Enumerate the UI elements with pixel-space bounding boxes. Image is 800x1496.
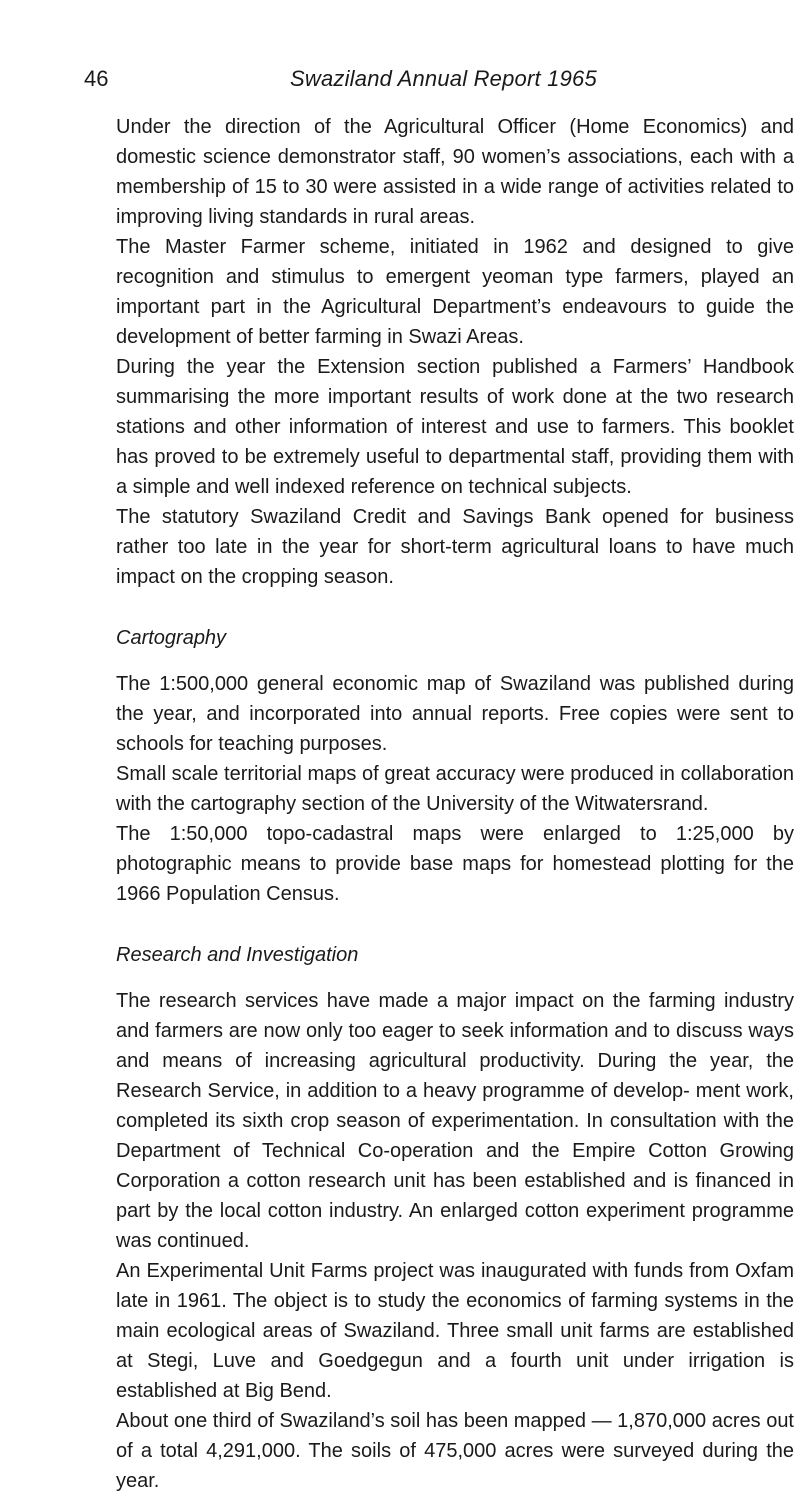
paragraph: Small scale territorial maps of great accuracy were produced in collaboration with the cartography section of the University of the Witwatersrand. [116,763,794,815]
running-title: Swaziland Annual Report 1965 [290,66,597,91]
paragraph: The 1:500,000 general economic map of Swaziland was published during the year, and incorporated into annual reports. Free copies were sent to schools for teaching purposes. [116,673,794,755]
paragraph: About one third of Swaziland’s soil has been mapped — 1,870,000 acres out of a total 4,291,000. The soils of 475,000 acres were surveyed during the year. [116,1410,794,1492]
section-heading-research: Research and Investigation [116,944,359,966]
paragraph: During the year the Extension section published a Farmers’ Handbook summarising the more important results of work done at the two research stations and other information of interest and use to farmers. This booklet has proved to be extremely useful to departmental staff, providing them with a simple and well indexed reference on technical subjects. [116,356,794,498]
body-text [116,112,794,1496]
page-header [84,62,784,96]
paragraph: The 1:50,000 topo-cadastral maps were enlarged to 1:25,000 by photographic means to provide base maps for homestead plotting for the 1966 Population Census. [116,823,794,905]
paragraph: Under the direction of the Agricultural Officer (Home Economics) and domestic science demonstrator staff, 90 women’s associations, each with a membership of 15 to 30 were assisted in a wide range of activities related to improving living standards in rural areas. [116,116,794,228]
page-number: 46 [84,66,109,91]
section-heading-cartography: Cartography [116,627,227,649]
paragraph: The research services have made a major impact on the farming industry and farmers are now only too eager to seek information and to discuss ways and means of increasing agricultural productivity. During the year, the Research Service, in addition to a heavy programme of develop- ment work, completed its sixth crop season of experimentation. In consultation with the Department of Technical Co-operation and the Empire Cotton Growing Corporation a cotton research unit has been established and is financed in part by the local cotton industry. An enlarged cotton experiment programme was continued. [116,990,794,1252]
paragraph: The Master Farmer scheme, initiated in 1962 and designed to give recognition and stimulus to emergent yeoman type farmers, played an important part in the Agricultural Department’s endeavours to guide the development of better farming in Swazi Areas. [116,236,794,348]
paragraph: The statutory Swaziland Credit and Savings Bank opened for business rather too late in the year for short-term agricultural loans to have much impact on the cropping season. [116,506,794,588]
paragraph: An Experimental Unit Farms project was inaugurated with funds from Oxfam late in 1961. The object is to study the economics of farming systems in the main ecological areas of Swaziland. Three small unit farms are established at Stegi, Luve and Goedgegun and a fourth unit under irrigation is established at Big Bend. [116,1260,794,1402]
